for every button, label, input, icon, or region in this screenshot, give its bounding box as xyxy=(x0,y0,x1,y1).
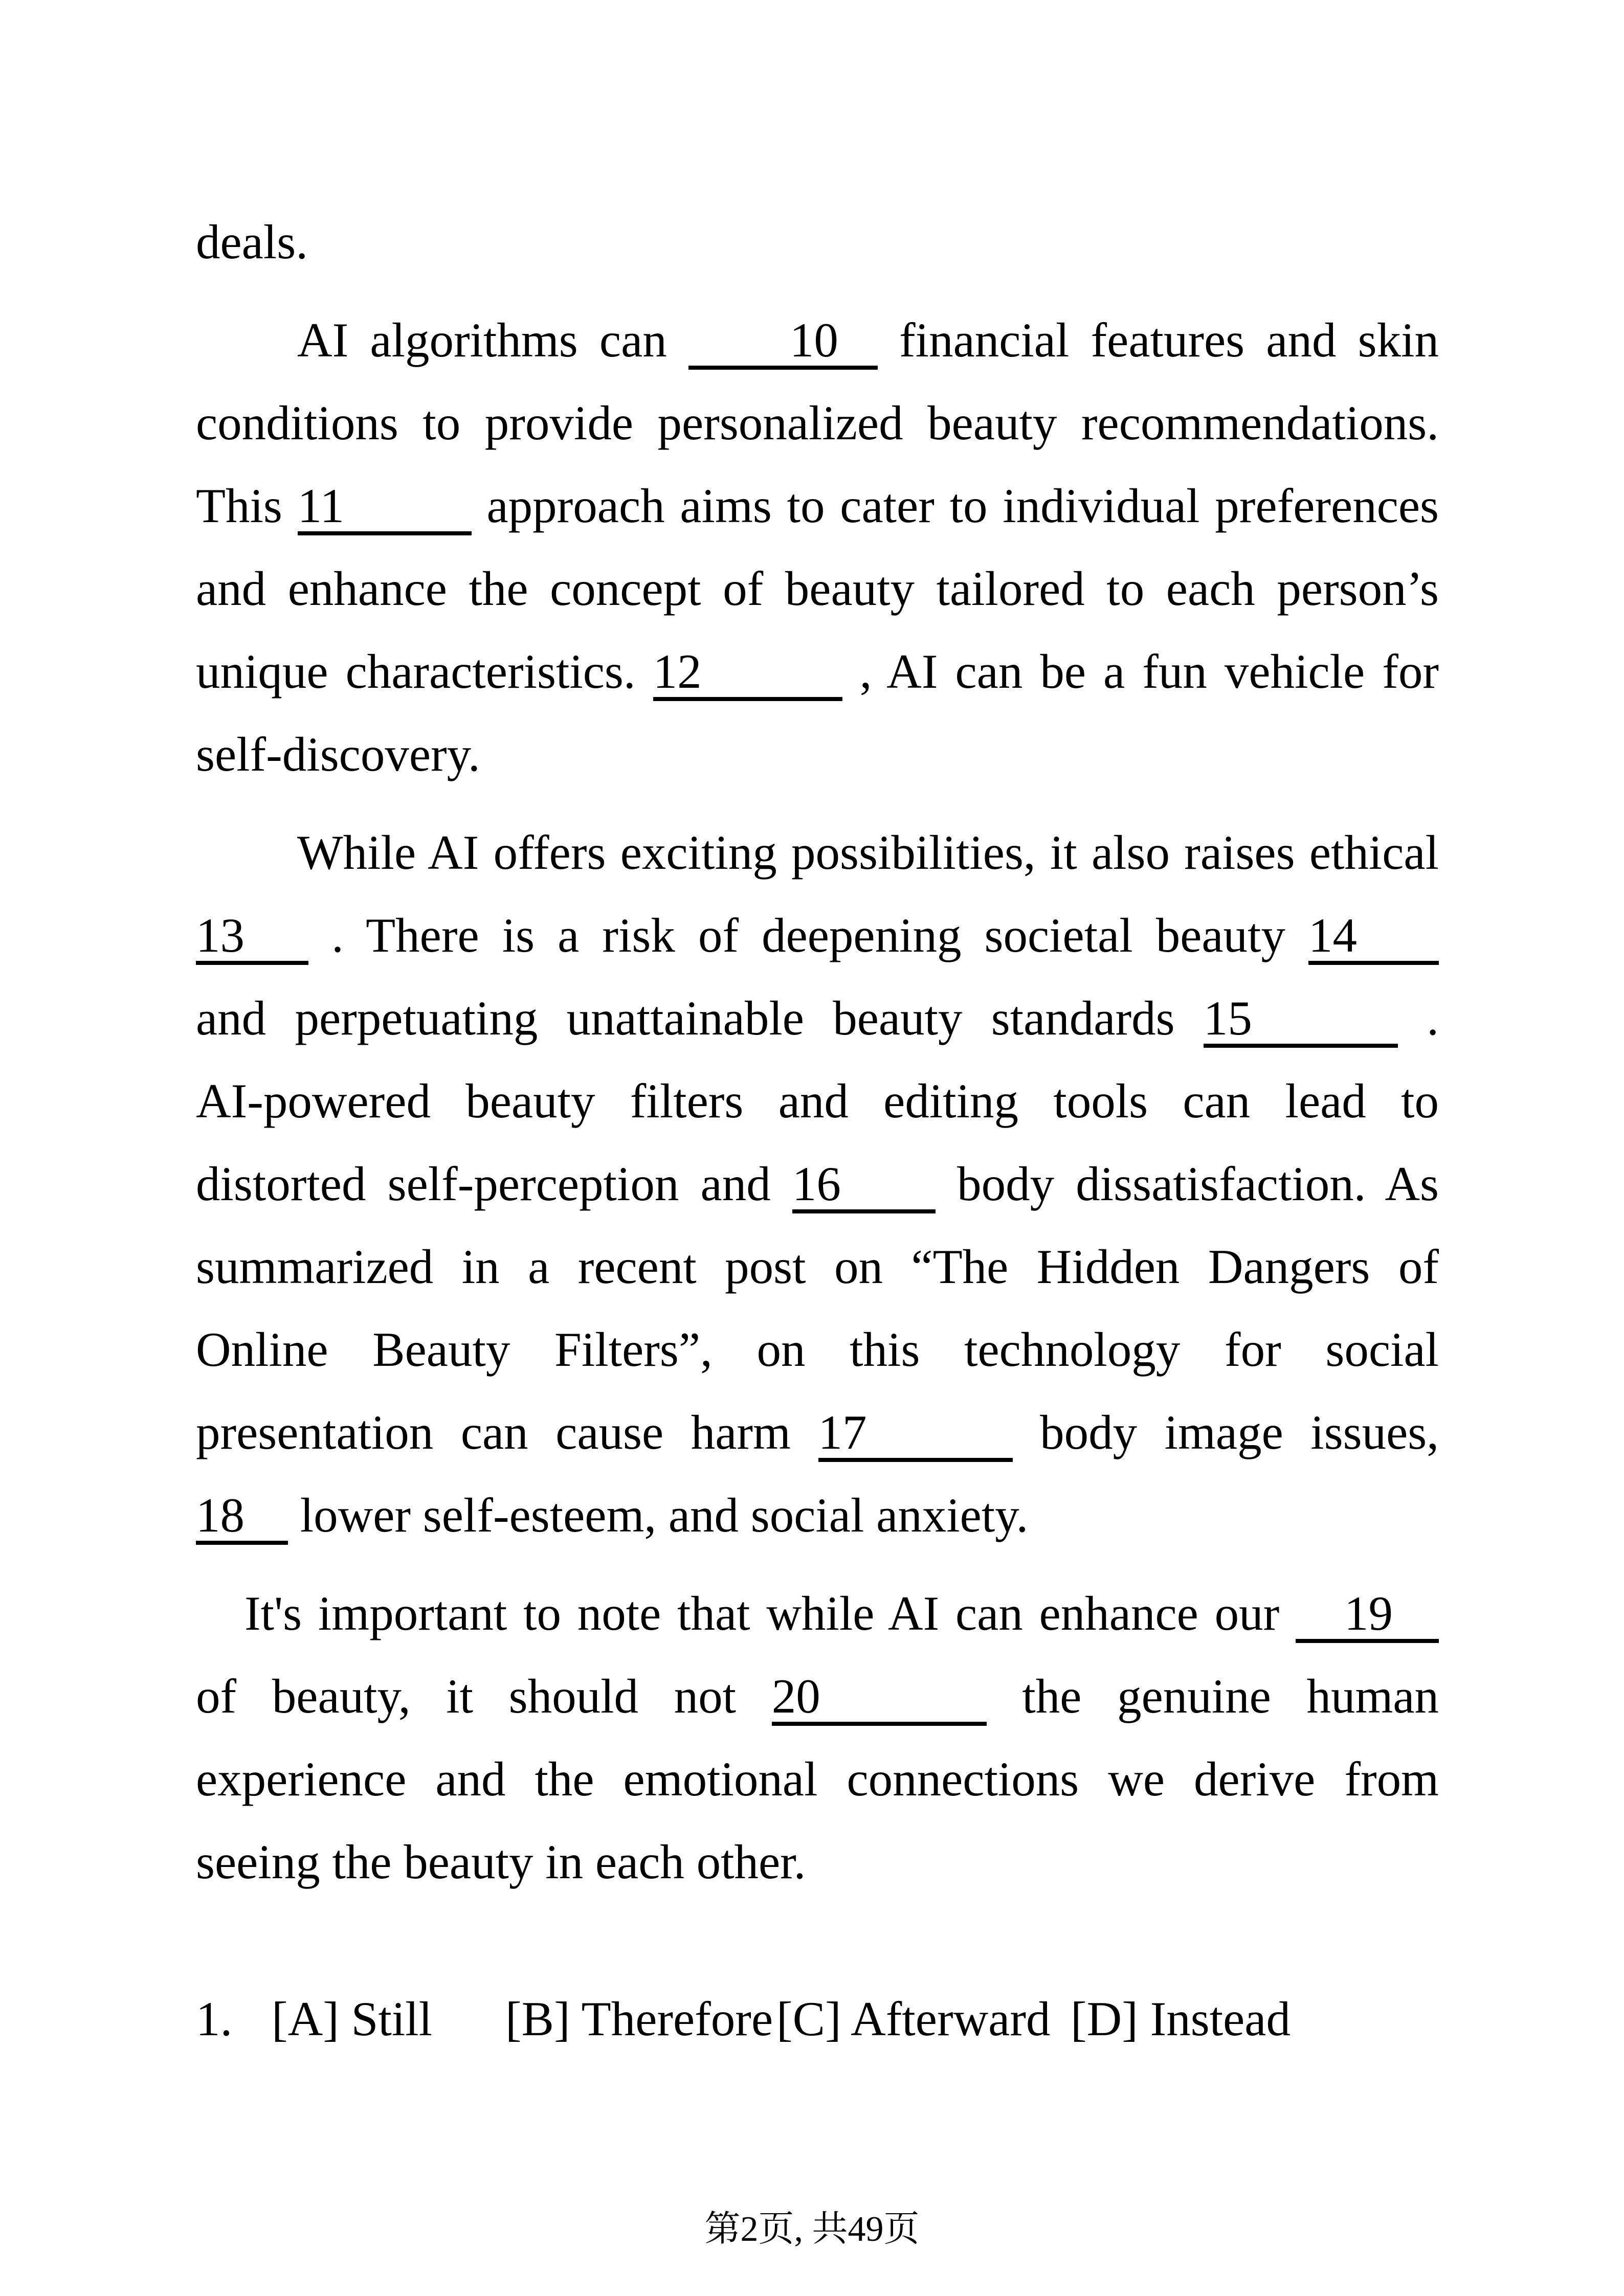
paragraph-ethical-risks xyxy=(196,811,1439,1557)
cloze-blank-10: 10 xyxy=(688,316,878,370)
text-run: the genuine human xyxy=(1022,1669,1439,1723)
text-run: body image issues, xyxy=(1040,1405,1439,1459)
page-footer: 第2页, 共49页 xyxy=(704,2210,920,2249)
paragraph-important-note xyxy=(196,1572,1439,1903)
text-line xyxy=(196,1474,1439,1557)
paragraph-deals xyxy=(196,200,1439,283)
question-option-C: [C] Afterward xyxy=(776,1992,1051,2046)
text-run: of beauty, it should not xyxy=(196,1669,737,1723)
text-line xyxy=(196,1225,1439,1308)
text-line xyxy=(196,1142,1439,1225)
text-run: body dissatisfaction. As xyxy=(957,1157,1439,1211)
text-run: and enhance the concept of beauty tailored to each person’s xyxy=(196,561,1439,616)
text-run: AI algorithms can xyxy=(297,313,667,367)
text-line xyxy=(196,299,1439,381)
cloze-blank-18: 18 xyxy=(196,1491,288,1545)
paragraph-ai-algorithms xyxy=(196,299,1439,796)
cloze-blank-17: 17 xyxy=(818,1408,1013,1462)
text-run: deals. xyxy=(196,215,308,269)
text-line xyxy=(196,894,1439,977)
text-line xyxy=(196,1308,1439,1391)
text-run: This xyxy=(196,479,282,533)
text-run: It's important to note that while AI can enhance our xyxy=(244,1586,1280,1640)
question-options xyxy=(272,1992,1291,2046)
text-run: Online Beauty Filters”, on this technology for social xyxy=(196,1322,1439,1377)
text-line xyxy=(196,1060,1439,1142)
text-line xyxy=(196,713,1439,796)
text-run: distorted self-perception and xyxy=(196,1157,771,1211)
question-1-row xyxy=(196,1977,1439,2060)
text-run: conditions to provide personalized beauty recommendations. xyxy=(196,396,1439,450)
text-run: summarized in a recent post on “The Hidden Dangers of xyxy=(196,1240,1439,1294)
text-run: approach aims to cater to individual preferences xyxy=(486,479,1439,533)
cloze-blank-16: 16 xyxy=(792,1160,936,1213)
cloze-blank-15: 15 xyxy=(1204,994,1398,1048)
text-line xyxy=(196,200,1439,283)
document-body xyxy=(196,200,1439,2060)
question-option-D: [D] Instead xyxy=(1071,1992,1291,2046)
text-run: and perpetuating unattainable beauty standards xyxy=(196,991,1175,1045)
text-run: seeing the beauty in each other. xyxy=(196,1835,806,1889)
cloze-blank-19: 19 xyxy=(1296,1589,1439,1643)
text-line xyxy=(196,1391,1439,1474)
text-run: AI-powered beauty filters and editing tools can lead to xyxy=(196,1074,1439,1128)
text-line xyxy=(196,1820,1439,1903)
text-line xyxy=(196,1572,1439,1655)
text-line xyxy=(196,381,1439,464)
text-run: lower self-esteem, and social anxiety. xyxy=(300,1488,1029,1542)
question-option-B: [B] Therefore xyxy=(505,1992,773,2046)
text-run: unique characteristics. xyxy=(196,644,636,699)
text-run: financial features and skin xyxy=(899,313,1439,367)
text-run: While AI offers exciting possibilities, it also raises ethical xyxy=(297,825,1439,880)
text-run: experience and the emotional connections we derive from xyxy=(196,1752,1439,1806)
cloze-blank-12: 12 xyxy=(653,647,842,701)
text-run: . There is a risk of deepening societal beauty xyxy=(331,908,1285,962)
question-number: 1. xyxy=(196,1992,233,2046)
cloze-blank-20: 20 xyxy=(772,1672,987,1726)
question-option-A: [A] Still xyxy=(272,1992,433,2046)
text-line xyxy=(196,1655,1439,1738)
cloze-blank-14: 14 xyxy=(1308,911,1439,965)
text-run: , AI can be a fun vehicle for xyxy=(859,644,1439,699)
text-run: self-discovery. xyxy=(196,727,480,781)
text-line xyxy=(196,547,1439,630)
text-line xyxy=(196,630,1439,713)
text-run: . xyxy=(1427,991,1439,1045)
cloze-blank-13: 13 xyxy=(196,911,308,965)
cloze-blank-11: 11 xyxy=(298,482,472,535)
text-run: presentation can cause harm xyxy=(196,1405,791,1459)
text-line xyxy=(196,1738,1439,1820)
text-line xyxy=(196,977,1439,1060)
text-line xyxy=(196,811,1439,894)
text-line xyxy=(196,464,1439,547)
